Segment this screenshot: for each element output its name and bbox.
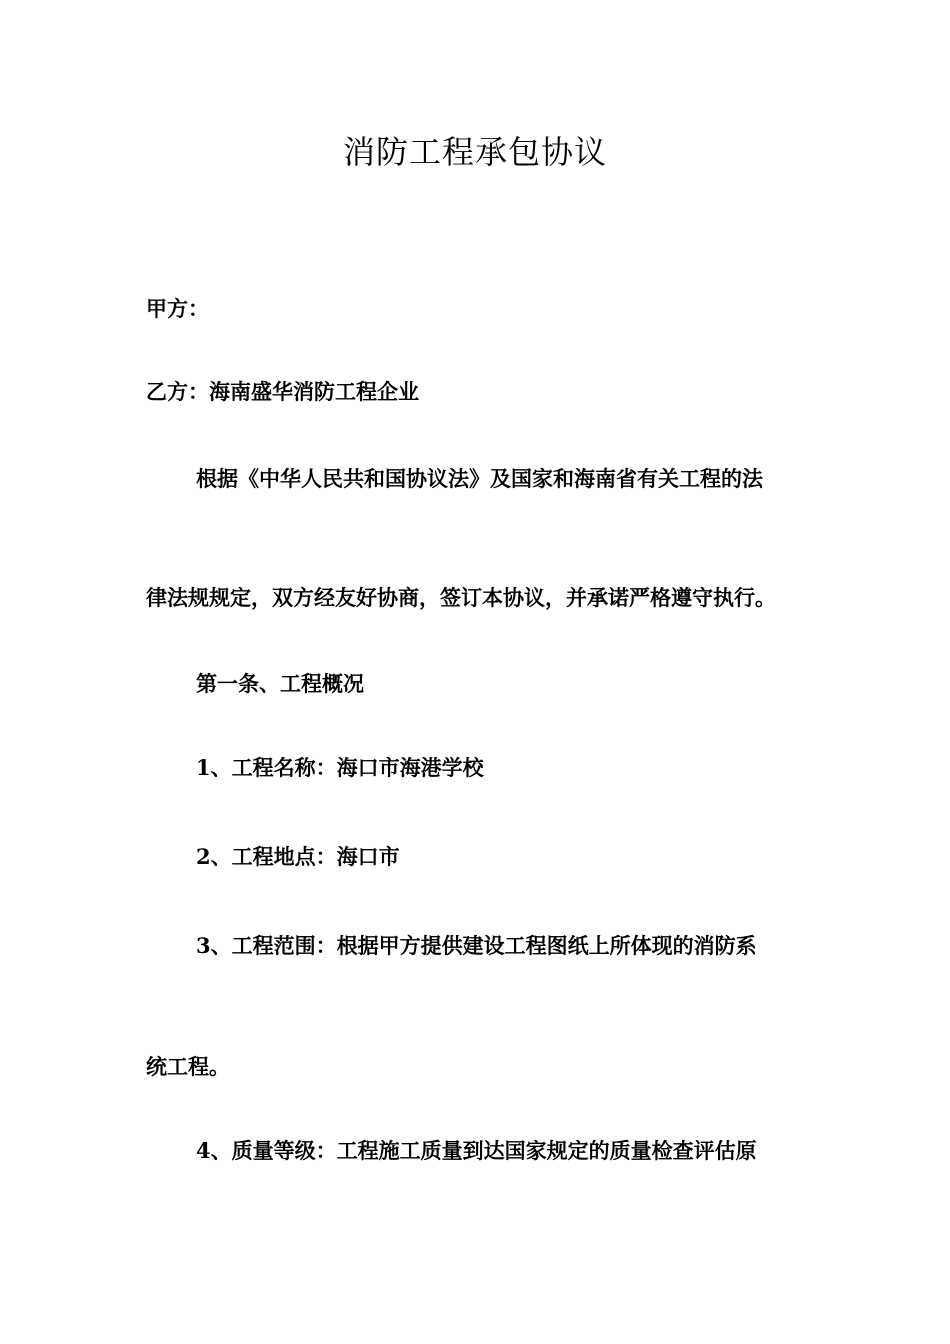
party-b-line: 乙方：海南盛华消防工程企业 (146, 379, 419, 404)
party-a-line: 甲方： (146, 296, 209, 321)
quality-grade-line: 4、质量等级：工程施工质量到达国家规定的质量检查评估原 (196, 1138, 757, 1163)
document-title: 消防工程承包协议 (342, 133, 607, 171)
preamble-line-1: 根据《中华人民共和国协议法》及国家和海南省有关工程的法 (196, 466, 763, 491)
project-scope-line-2: 统工程。 (146, 1054, 230, 1079)
project-location-line: 2、工程地点：海口市 (196, 844, 400, 869)
preamble-line-2: 律法规规定，双方经友好协商，签订本协议，并承诺严格遵守执行。 (146, 585, 776, 610)
project-name-line: 1、工程名称：海口市海港学校 (196, 755, 484, 780)
article-1-heading: 第一条、工程概况 (196, 671, 364, 696)
project-scope-line-1: 3、工程范围：根据甲方提供建设工程图纸上所体现的消防系 (196, 933, 757, 958)
